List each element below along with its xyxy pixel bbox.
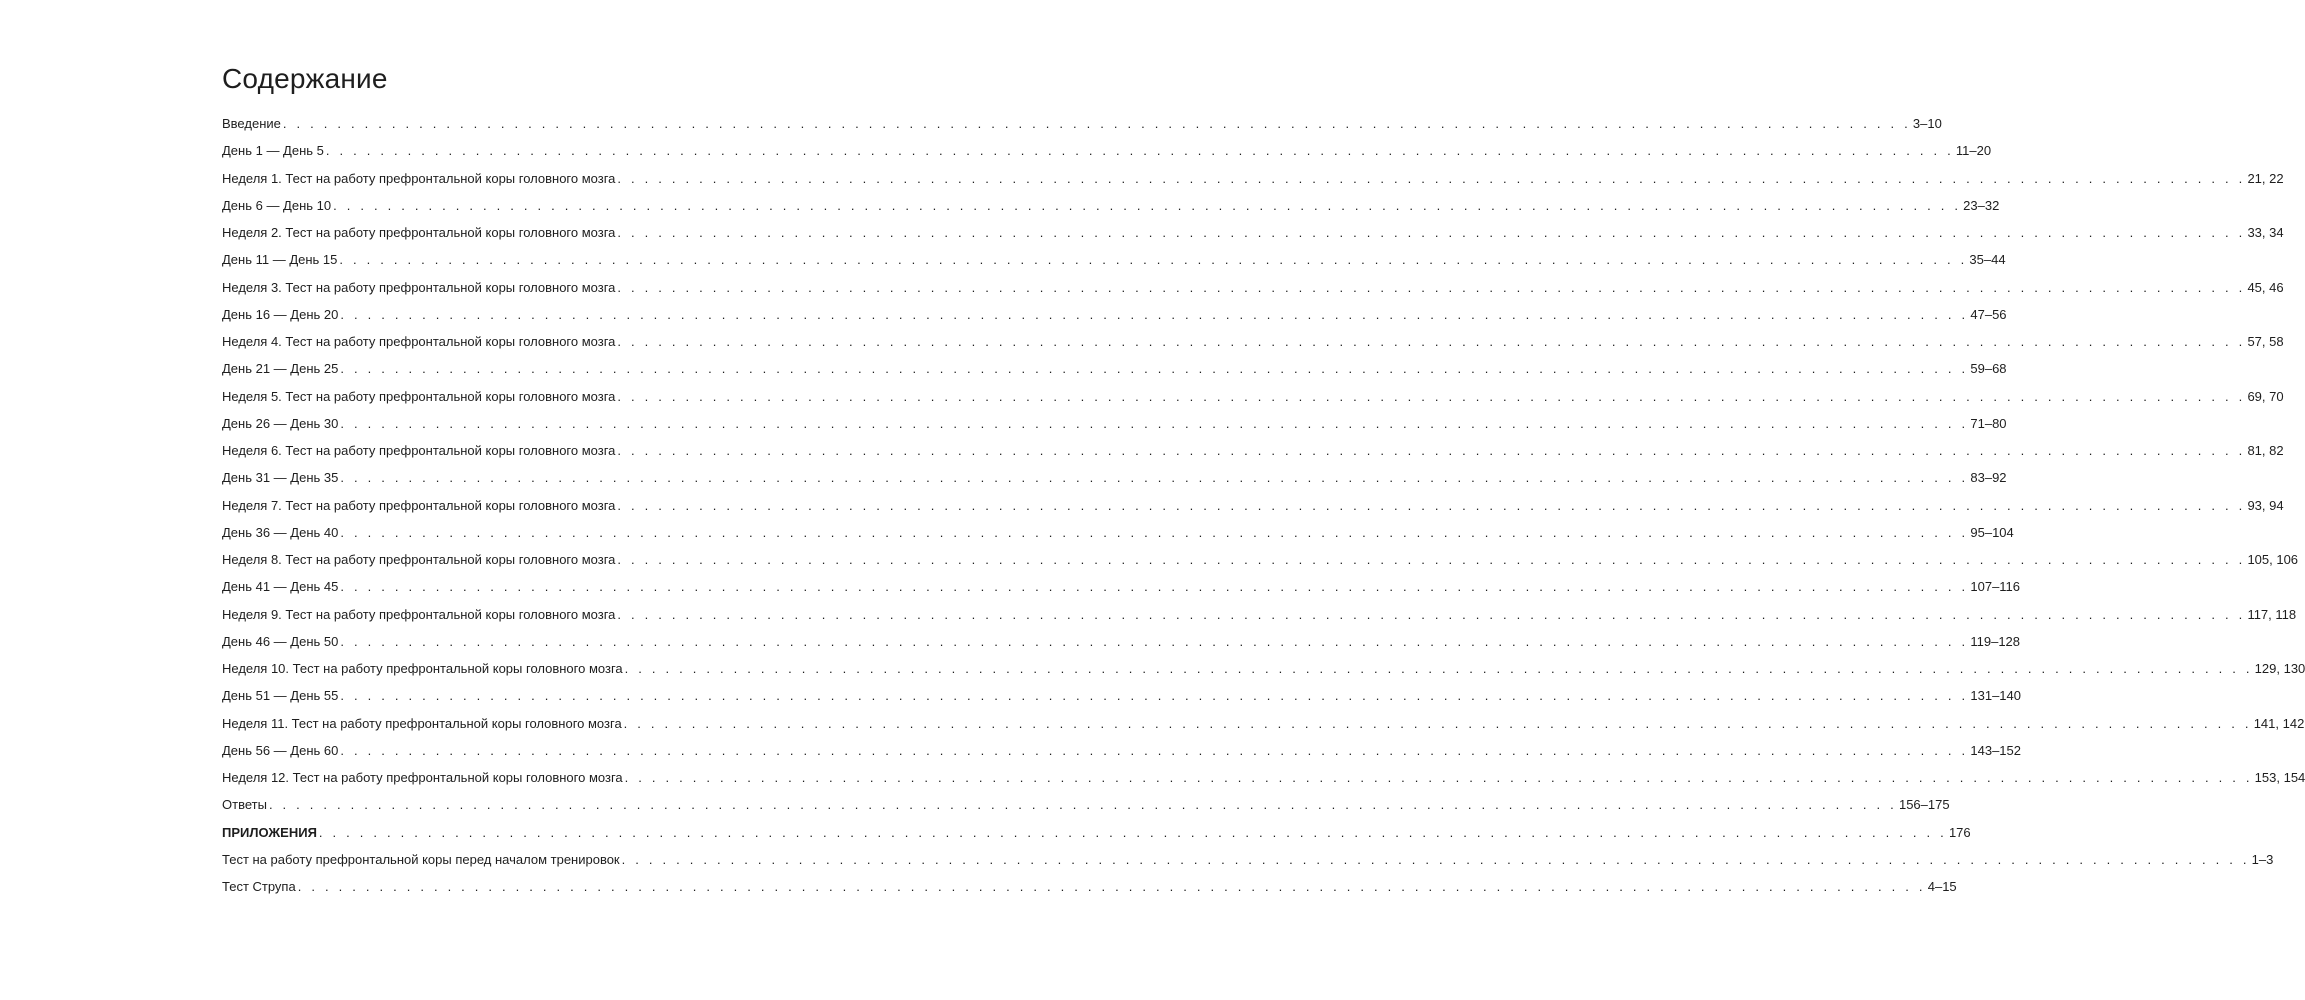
toc-entry-label: Неделя 1. Тест на работу префронтальной коры головного мозга <box>222 170 616 186</box>
toc-entry-pages: 59–68 <box>1970 361 2007 377</box>
dot-leader: . . . . . . . . . . . . . . . . . . . . . . . . . . . . . . . . . . . . . . . . . . . . . . . . . . . . . . . . . . . . . . . . . . . . . . . . . . . . . . . . . . . . . . . . . . . . . . . . . . . . . . . . . . . . . . . . . . . . . . . . <box>340 524 1969 540</box>
toc-entry <box>222 116 1942 143</box>
toc-entry <box>222 742 2021 770</box>
dot-leader: . . . . . . . . . . . . . . . . . . . . . . . . . . . . . . . . . . . . . . . . . . . . . . . . . . . . . . . . . . . . . . . . . . . . . . . . . . . . . . . . . . . . . . . . . . . . . . . . . . . . . . . . . . . . . . . . . . . . . . . . <box>623 715 2252 731</box>
toc-entry-pages: 105, 106 <box>2247 552 2299 567</box>
toc-entry <box>222 470 2007 497</box>
dot-leader: . . . . . . . . . . . . . . . . . . . . . . . . . . . . . . . . . . . . . . . . . . . . . . . . . . . . . . . . . . . . . . . . . . . . . . . . . . . . . . . . . . . . . . . . . . . . . . . . . . . . . . . . . . . . . . . . . . . . . . . . <box>340 742 1969 758</box>
toc-entry-label: ПРИЛОЖЕНИЯ <box>222 824 317 840</box>
dot-leader: . . . . . . . . . . . . . . . . . . . . . . . . . . . . . . . . . . . . . . . . . . . . . . . . . . . . . . . . . . . . . . . . . . . . . . . . . . . . . . . . . . . . . . . . . . . . . . . . . . . . . . . . . . . . . . . . . . . . . . . . <box>617 552 2246 567</box>
toc-entry-pages: 81, 82 <box>2247 443 2284 458</box>
toc-entry <box>222 388 2284 416</box>
dot-leader: . . . . . . . . . . . . . . . . . . . . . . . . . . . . . . . . . . . . . . . . . . . . . . . . . . . . . . . . . . . . . . . . . . . . . . . . . . . . . . . . . . . . . . . . . . . . . . . . . . . . . . . . . . . . . . . . . . . . . . . . <box>339 252 1968 268</box>
toc-entry <box>222 552 2299 579</box>
toc-entry-label: Неделя 12. Тест на работу префронтальной коры головного мозга <box>222 770 623 785</box>
toc-entry-label: Неделя 4. Тест на работу префронтальной коры головного мозга <box>222 334 616 349</box>
toc-entry <box>222 797 1950 824</box>
toc-entry-pages: 141, 142 <box>2253 715 2305 731</box>
toc-entry <box>222 579 2021 606</box>
toc-entry-pages: 1–3 <box>2251 851 2274 867</box>
toc-entry <box>222 306 2007 334</box>
toc-entry-pages: 71–80 <box>1970 415 2007 431</box>
dot-leader: . . . . . . . . . . . . . . . . . . . . . . . . . . . . . . . . . . . . . . . . . . . . . . . . . . . . . . . . . . . . . . . . . . . . . . . . . . . . . . . . . . . . . . . . . . . . . . . . . . . . . . . . . . . . . . . . . . . . . . . . <box>297 879 1926 894</box>
dot-leader: . . . . . . . . . . . . . . . . . . . . . . . . . . . . . . . . . . . . . . . . . . . . . . . . . . . . . . . . . . . . . . . . . . . . . . . . . . . . . . . . . . . . . . . . . . . . . . . . . . . . . . . . . . . . . . . . . . . . . . . . <box>617 334 2246 349</box>
dot-leader: . . . . . . . . . . . . . . . . . . . . . . . . . . . . . . . . . . . . . . . . . . . . . . . . . . . . . . . . . . . . . . . . . . . . . . . . . . . . . . . . . . . . . . . . . . . . . . . . . . . . . . . . . . . . . . . . . . . . . . . . <box>617 170 2246 186</box>
toc-entry-pages: 153, 154 <box>2254 770 2305 785</box>
dot-leader: . . . . . . . . . . . . . . . . . . . . . . . . . . . . . . . . . . . . . . . . . . . . . . . . . . . . . . . . . . . . . . . . . . . . . . . . . . . . . . . . . . . . . . . . . . . . . . . . . . . . . . . . . . . . . . . . . . . . . . . . <box>282 116 1911 131</box>
dot-leader: . . . . . . . . . . . . . . . . . . . . . . . . . . . . . . . . . . . . . . . . . . . . . . . . . . . . . . . . . . . . . . . . . . . . . . . . . . . . . . . . . . . . . . . . . . . . . . . . . . . . . . . . . . . . . . . . . . . . . . . . <box>340 306 1969 322</box>
toc-entry-pages: 119–128 <box>1970 633 2021 649</box>
toc-entry-pages: 83–92 <box>1970 470 2007 486</box>
toc-entry-label: День 16 — День 20 <box>222 306 339 322</box>
toc-entry <box>222 879 1957 906</box>
toc-entry <box>222 415 2007 443</box>
dot-leader: . . . . . . . . . . . . . . . . . . . . . . . . . . . . . . . . . . . . . . . . . . . . . . . . . . . . . . . . . . . . . . . . . . . . . . . . . . . . . . . . . . . . . . . . . . . . . . . . . . . . . . . . . . . . . . . . . . . . . . . . <box>325 143 1954 159</box>
toc-entry-pages: 131–140 <box>1970 688 2021 704</box>
dot-leader: . . . . . . . . . . . . . . . . . . . . . . . . . . . . . . . . . . . . . . . . . . . . . . . . . . . . . . . . . . . . . . . . . . . . . . . . . . . . . . . . . . . . . . . . . . . . . . . . . . . . . . . . . . . . . . . . . . . . . . . . <box>318 824 1947 840</box>
toc-list <box>222 116 2305 906</box>
toc-entry-label: Неделя 8. Тест на работу префронтальной коры головного мозга <box>222 552 616 567</box>
toc-entry-pages: 69, 70 <box>2247 388 2284 404</box>
toc-entry-label: День 31 — День 35 <box>222 470 339 486</box>
toc-entry <box>222 225 2284 252</box>
toc-entry-label: День 41 — День 45 <box>222 579 339 595</box>
toc-entry <box>222 197 2000 225</box>
toc-entry-pages: 117, 118 <box>2247 606 2297 622</box>
dot-leader: . . . . . . . . . . . . . . . . . . . . . . . . . . . . . . . . . . . . . . . . . . . . . . . . . . . . . . . . . . . . . . . . . . . . . . . . . . . . . . . . . . . . . . . . . . . . . . . . . . . . . . . . . . . . . . . . . . . . . . . . <box>617 606 2246 622</box>
toc-entry-label: День 26 — День 30 <box>222 415 339 431</box>
dot-leader: . . . . . . . . . . . . . . . . . . . . . . . . . . . . . . . . . . . . . . . . . . . . . . . . . . . . . . . . . . . . . . . . . . . . . . . . . . . . . . . . . . . . . . . . . . . . . . . . . . . . . . . . . . . . . . . . . . . . . . . . <box>340 633 1969 649</box>
toc-entry-pages: 47–56 <box>1970 306 2007 322</box>
toc-entry <box>222 688 2021 715</box>
toc-entry-label: Неделя 11. Тест на работу префронтальной коры головного мозга <box>222 715 622 731</box>
toc-entry-pages: 45, 46 <box>2247 279 2284 295</box>
toc-entry-label: День 51 — День 55 <box>222 688 339 704</box>
toc-entry <box>222 606 2297 634</box>
toc-page <box>222 62 2305 906</box>
dot-leader: . . . . . . . . . . . . . . . . . . . . . . . . . . . . . . . . . . . . . . . . . . . . . . . . . . . . . . . . . . . . . . . . . . . . . . . . . . . . . . . . . . . . . . . . . . . . . . . . . . . . . . . . . . . . . . . . . . . . . . . . <box>617 388 2246 404</box>
toc-entry-pages: 21, 22 <box>2247 170 2284 186</box>
toc-entry-label: Неделя 3. Тест на работу префронтальной коры головного мозга <box>222 279 616 295</box>
dot-leader: . . . . . . . . . . . . . . . . . . . . . . . . . . . . . . . . . . . . . . . . . . . . . . . . . . . . . . . . . . . . . . . . . . . . . . . . . . . . . . . . . . . . . . . . . . . . . . . . . . . . . . . . . . . . . . . . . . . . . . . . <box>340 361 1969 377</box>
toc-entry <box>222 770 2305 797</box>
toc-entry <box>222 334 2284 361</box>
dot-leader: . . . . . . . . . . . . . . . . . . . . . . . . . . . . . . . . . . . . . . . . . . . . . . . . . . . . . . . . . . . . . . . . . . . . . . . . . . . . . . . . . . . . . . . . . . . . . . . . . . . . . . . . . . . . . . . . . . . . . . . . <box>624 770 2253 785</box>
toc-entry-label: День 1 — День 5 <box>222 143 324 159</box>
toc-entry-pages: 57, 58 <box>2247 334 2284 349</box>
toc-entry-pages: 3–10 <box>1912 116 1942 131</box>
toc-entry <box>222 143 1992 170</box>
dot-leader: . . . . . . . . . . . . . . . . . . . . . . . . . . . . . . . . . . . . . . . . . . . . . . . . . . . . . . . . . . . . . . . . . . . . . . . . . . . . . . . . . . . . . . . . . . . . . . . . . . . . . . . . . . . . . . . . . . . . . . . . <box>617 279 2246 295</box>
dot-leader: . . . . . . . . . . . . . . . . . . . . . . . . . . . . . . . . . . . . . . . . . . . . . . . . . . . . . . . . . . . . . . . . . . . . . . . . . . . . . . . . . . . . . . . . . . . . . . . . . . . . . . . . . . . . . . . . . . . . . . . . <box>617 225 2246 240</box>
toc-entry <box>222 633 2021 661</box>
toc-entry-label: День 11 — День 15 <box>222 252 338 268</box>
toc-entry <box>222 661 2305 688</box>
toc-entry-label: Тест на работу префронтальной коры перед началом тренировок <box>222 851 620 867</box>
toc-entry-label: Неделя 5. Тест на работу префронтальной коры головного мозга <box>222 388 616 404</box>
toc-entry-label: Неделя 2. Тест на работу префронтальной коры головного мозга <box>222 225 616 240</box>
toc-entry <box>222 443 2284 470</box>
toc-entry-pages: 11–20 <box>1955 143 1992 159</box>
toc-entry <box>222 524 2014 552</box>
toc-entry <box>222 361 2007 388</box>
toc-entry-label: День 36 — День 40 <box>222 524 339 540</box>
dot-leader: . . . . . . . . . . . . . . . . . . . . . . . . . . . . . . . . . . . . . . . . . . . . . . . . . . . . . . . . . . . . . . . . . . . . . . . . . . . . . . . . . . . . . . . . . . . . . . . . . . . . . . . . . . . . . . . . . . . . . . . . <box>617 497 2246 513</box>
toc-entry-pages: 35–44 <box>1969 252 2006 268</box>
toc-entry-label: Тест Струпа <box>222 879 296 894</box>
dot-leader: . . . . . . . . . . . . . . . . . . . . . . . . . . . . . . . . . . . . . . . . . . . . . . . . . . . . . . . . . . . . . . . . . . . . . . . . . . . . . . . . . . . . . . . . . . . . . . . . . . . . . . . . . . . . . . . . . . . . . . . . <box>617 443 2246 458</box>
toc-entry-label: Неделя 6. Тест на работу префронтальной коры головного мозга <box>222 443 616 458</box>
dot-leader: . . . . . . . . . . . . . . . . . . . . . . . . . . . . . . . . . . . . . . . . . . . . . . . . . . . . . . . . . . . . . . . . . . . . . . . . . . . . . . . . . . . . . . . . . . . . . . . . . . . . . . . . . . . . . . . . . . . . . . . . <box>340 579 1969 595</box>
toc-entry-label: День 21 — День 25 <box>222 361 339 377</box>
toc-entry-label: День 56 — День 60 <box>222 742 339 758</box>
toc-entry-label: День 6 — День 10 <box>222 197 332 213</box>
toc-entry-pages: 129, 130 <box>2254 661 2305 676</box>
toc-entry <box>222 170 2284 198</box>
toc-entry <box>222 279 2284 307</box>
toc-entry-label: Ответы <box>222 797 267 813</box>
toc-entry-pages: 33, 34 <box>2247 225 2284 240</box>
toc-entry-pages: 95–104 <box>1970 524 2014 540</box>
toc-entry-pages: 93, 94 <box>2247 497 2284 513</box>
toc-entry-label: Неделя 7. Тест на работу префронтальной коры головного мозга <box>222 497 616 513</box>
toc-entry <box>222 715 2305 743</box>
toc-entry <box>222 497 2284 525</box>
toc-entry-label: Неделя 9. Тест на работу префронтальной коры головного мозга <box>222 606 616 622</box>
toc-entry <box>222 851 2274 879</box>
toc-entry-label: Неделя 10. Тест на работу префронтальной коры головного мозга <box>222 661 623 676</box>
toc-entry-pages: 176 <box>1948 824 1971 840</box>
dot-leader: . . . . . . . . . . . . . . . . . . . . . . . . . . . . . . . . . . . . . . . . . . . . . . . . . . . . . . . . . . . . . . . . . . . . . . . . . . . . . . . . . . . . . . . . . . . . . . . . . . . . . . . . . . . . . . . . . . . . . . . . <box>340 470 1969 486</box>
dot-leader: . . . . . . . . . . . . . . . . . . . . . . . . . . . . . . . . . . . . . . . . . . . . . . . . . . . . . . . . . . . . . . . . . . . . . . . . . . . . . . . . . . . . . . . . . . . . . . . . . . . . . . . . . . . . . . . . . . . . . . . . <box>333 197 1962 213</box>
dot-leader: . . . . . . . . . . . . . . . . . . . . . . . . . . . . . . . . . . . . . . . . . . . . . . . . . . . . . . . . . . . . . . . . . . . . . . . . . . . . . . . . . . . . . . . . . . . . . . . . . . . . . . . . . . . . . . . . . . . . . . . . <box>624 661 2253 676</box>
toc-entry-pages: 156–175 <box>1898 797 1950 813</box>
page-title: Содержание <box>222 63 388 94</box>
toc-entry <box>222 824 1971 852</box>
toc-entry-label: Введение <box>222 116 281 131</box>
dot-leader: . . . . . . . . . . . . . . . . . . . . . . . . . . . . . . . . . . . . . . . . . . . . . . . . . . . . . . . . . . . . . . . . . . . . . . . . . . . . . . . . . . . . . . . . . . . . . . . . . . . . . . . . . . . . . . . . . . . . . . . . <box>621 851 2250 867</box>
toc-entry-pages: 23–32 <box>1963 197 2000 213</box>
toc-entry <box>222 252 2006 279</box>
toc-entry-pages: 107–116 <box>1970 579 2021 595</box>
toc-entry-pages: 143–152 <box>1970 742 2021 758</box>
toc-entry-pages: 4–15 <box>1927 879 1957 894</box>
dot-leader: . . . . . . . . . . . . . . . . . . . . . . . . . . . . . . . . . . . . . . . . . . . . . . . . . . . . . . . . . . . . . . . . . . . . . . . . . . . . . . . . . . . . . . . . . . . . . . . . . . . . . . . . . . . . . . . . . . . . . . . . <box>268 797 1897 813</box>
toc-entry-label: День 46 — День 50 <box>222 633 339 649</box>
dot-leader: . . . . . . . . . . . . . . . . . . . . . . . . . . . . . . . . . . . . . . . . . . . . . . . . . . . . . . . . . . . . . . . . . . . . . . . . . . . . . . . . . . . . . . . . . . . . . . . . . . . . . . . . . . . . . . . . . . . . . . . . <box>340 415 1969 431</box>
dot-leader: . . . . . . . . . . . . . . . . . . . . . . . . . . . . . . . . . . . . . . . . . . . . . . . . . . . . . . . . . . . . . . . . . . . . . . . . . . . . . . . . . . . . . . . . . . . . . . . . . . . . . . . . . . . . . . . . . . . . . . . . <box>340 688 1969 704</box>
